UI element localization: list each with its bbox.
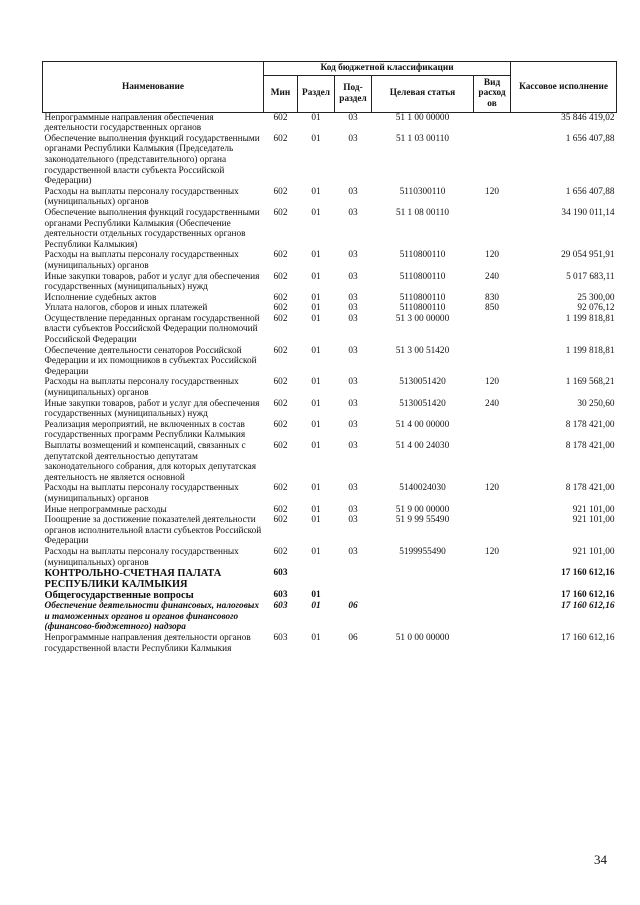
cell-subsection: 03 (348, 112, 358, 123)
cell-exp-type: 120 (485, 377, 499, 388)
cell-target: 51 4 00 24030 (395, 441, 450, 451)
cell-name: Обеспечение выполнения функций государственными органами Республики Калмыкия (Председатель законодательного (представительного) органа государственной власти субъекта Российской Федерации) (44, 133, 260, 187)
cell-subsection (335, 568, 372, 590)
table-row (43, 272, 617, 293)
cell-target (372, 568, 474, 590)
cell-exp-type (474, 208, 511, 250)
cell-name: Расходы на выплаты персоналу государственных (муниципальных) органов (44, 483, 239, 504)
cell-min: 602 (273, 207, 288, 218)
cell-min: 602 (273, 292, 288, 303)
table-row (43, 568, 617, 590)
cell-name: Расходы на выплаты персоналу государственных (муниципальных) органов (44, 377, 239, 399)
cell-subsection: 03 (348, 504, 358, 515)
cell-amount: 8 178 421,00 (565, 441, 615, 451)
cell-exp-type: 120 (485, 186, 499, 197)
table-row (43, 505, 617, 516)
cell-target: 5199955490 (399, 546, 446, 557)
cell-amount: 1 199 818,81 (565, 313, 615, 324)
cell-min: 602 (273, 250, 288, 261)
cell-section: 01 (311, 419, 321, 430)
cell-subsection (335, 590, 372, 601)
cell-exp-type: 120 (485, 546, 499, 557)
table-body (43, 112, 617, 654)
cell-target: 51 1 00 00000 (395, 112, 450, 123)
cell-subsection: 03 (348, 271, 358, 282)
cell-amount: 17 160 612,16 (561, 601, 615, 612)
table-row (43, 112, 617, 134)
cell-section: 01 (311, 601, 321, 612)
cell-amount: 1 169 568,21 (565, 377, 615, 388)
cell-exp-type: 120 (485, 483, 499, 494)
cell-exp-type (474, 568, 511, 590)
cell-subsection: 03 (348, 419, 358, 430)
cell-target: 51 3 00 00000 (395, 313, 450, 324)
cell-target: 5110800110 (399, 303, 446, 314)
cell-min: 602 (273, 377, 288, 388)
cell-subsection: 03 (348, 186, 358, 197)
cell-name: Уплата налогов, сборов и иных платежей (44, 303, 208, 314)
cell-subsection: 03 (348, 377, 358, 388)
cell-section: 01 (311, 303, 321, 314)
cell-target: 5110800110 (399, 292, 446, 303)
cell-name: КОНТРОЛЬНО-СЧЕТНАЯ ПАЛАТА РЕСПУБЛИКИ КАЛМЫКИЯ (44, 568, 222, 591)
table-row (43, 250, 617, 271)
cell-subsection: 03 (348, 133, 358, 144)
cell-target: 5130051420 (399, 398, 446, 409)
cell-amount: 921 101,00 (572, 515, 615, 526)
table-row (43, 134, 617, 187)
cell-name: Реализация мероприятий, не включенных в состав государственных программ Республики Калмыкия (44, 419, 246, 441)
cell-min: 603 (273, 590, 288, 601)
table-row (43, 420, 617, 441)
cell-min: 602 (273, 345, 288, 356)
cell-exp-type (474, 112, 511, 134)
cell-amount: 17 160 612,16 (561, 632, 615, 643)
cell-amount: 17 160 612,16 (561, 568, 615, 579)
cell-name: Выплаты возмещений и компенсаций, связанных с депутатской деятельностью депутатам законодательного собрания, для которых депутатская деятельность не является основной (44, 441, 256, 483)
cell-subsection: 06 (348, 601, 358, 612)
cell-section: 01 (311, 483, 321, 494)
cell-exp-type: 120 (485, 250, 499, 261)
table-row (43, 293, 617, 304)
cell-target: 51 9 99 55490 (395, 515, 450, 526)
cell-amount: 17 160 612,16 (561, 590, 615, 601)
cell-exp-type: 240 (485, 271, 499, 282)
cell-name: Расходы на выплаты персоналу государственных (муниципальных) органов (44, 546, 239, 568)
cell-subsection: 03 (348, 441, 358, 451)
cell-subsection: 03 (348, 483, 358, 494)
cell-exp-type: 240 (485, 398, 499, 409)
header-subsection: Под-раздел (335, 75, 372, 112)
cell-min: 602 (273, 504, 288, 515)
cell-name: Общегосударственные вопросы (44, 590, 194, 602)
cell-target: 51 0 00 00000 (395, 632, 450, 643)
cell-section: 01 (311, 271, 321, 282)
cell-exp-type (474, 314, 511, 346)
cell-min: 602 (273, 398, 288, 409)
cell-amount: 921 101,00 (572, 546, 615, 557)
cell-subsection: 03 (348, 250, 358, 261)
cell-subsection: 03 (348, 313, 358, 324)
cell-name: Обеспечение выполнения функций государственными органами Республики Калмыкия (Обеспечение деятельности отдельных государственных органов Республики Калмыкия) (44, 207, 260, 250)
table-row (43, 601, 617, 633)
cell-section: 01 (311, 345, 321, 356)
table-row (43, 515, 617, 547)
cell-exp-type (474, 441, 511, 483)
table-row (43, 377, 617, 398)
cell-min: 602 (273, 546, 288, 557)
cell-subsection: 06 (348, 632, 358, 643)
cell-section: 01 (311, 292, 321, 303)
cell-target: 51 1 08 00110 (395, 207, 450, 218)
table-row (43, 441, 617, 483)
cell-min: 603 (273, 601, 288, 612)
cell-target: 5140024030 (399, 483, 446, 494)
cell-section: 01 (311, 112, 321, 123)
cell-amount: 92 076,12 (577, 303, 615, 314)
cell-amount: 8 178 421,00 (565, 419, 615, 430)
table-row (43, 346, 617, 378)
cell-min: 602 (273, 515, 288, 526)
table-row (43, 208, 617, 250)
cell-section: 01 (311, 250, 321, 261)
cell-name: Обеспечение деятельности сенаторов Российской Федерации и их помощников в субъектах Российской Федерации (44, 345, 257, 377)
cell-target: 51 4 00 00000 (395, 419, 450, 430)
cell-amount: 29 054 951,91 (561, 250, 615, 261)
cell-min: 602 (273, 186, 288, 197)
cell-min: 602 (273, 133, 288, 144)
cell-exp-type (474, 590, 511, 601)
cell-target (372, 601, 474, 633)
cell-name: Иные закупки товаров, работ и услуг для обеспечения государственных (муниципальных) нужд (44, 271, 260, 293)
cell-name: Осуществление переданных органам государственной власти субъектов Российской Федерации полномочий Российской Федерации (44, 313, 260, 346)
cell-name: Расходы на выплаты персоналу государственных (муниципальных) органов (44, 186, 239, 208)
cell-name: Расходы на выплаты персоналу государственных (муниципальных) органов (44, 250, 239, 271)
table-row (43, 187, 617, 208)
cell-min: 602 (273, 441, 288, 451)
cell-amount: 35 846 419,02 (561, 112, 615, 123)
cell-exp-type (474, 633, 511, 654)
cell-min: 602 (273, 303, 288, 314)
cell-exp-type (474, 505, 511, 516)
cell-subsection: 03 (348, 303, 358, 314)
table-row (43, 399, 617, 420)
cell-section: 01 (311, 504, 321, 515)
table-row (43, 633, 617, 654)
cell-section: 01 (311, 133, 321, 144)
cell-target: 5130051420 (399, 377, 446, 388)
cell-section: 01 (311, 377, 321, 388)
cell-min: 603 (273, 568, 288, 579)
cell-exp-type: 830 (485, 292, 499, 303)
cell-amount: 921 101,00 (572, 504, 615, 515)
cell-target (372, 590, 474, 601)
cell-amount: 1 199 818,81 (565, 345, 615, 356)
cell-min: 603 (273, 632, 288, 643)
table-header (43, 62, 617, 113)
cell-name: Поощрение за достижение показателей деятельности органов исполнительной власти субъектов Российской Федерации (44, 515, 262, 547)
cell-min: 602 (273, 313, 288, 324)
cell-name: Обеспечение деятельности финансовых, налоговых и таможенных органов и органов финансового (финансово-бюджетного) надзора (44, 601, 259, 633)
cell-min: 602 (273, 419, 288, 430)
cell-target: 51 1 03 00110 (395, 133, 450, 144)
cell-exp-type (474, 346, 511, 378)
cell-section: 01 (311, 546, 321, 557)
cell-section: 01 (311, 441, 321, 451)
header-target: Целевая статья (372, 75, 474, 112)
cell-target: 5110300110 (399, 186, 446, 197)
header-exp-type: Вид расход ов (474, 75, 511, 112)
cell-exp-type (474, 420, 511, 441)
cell-amount: 30 250,60 (577, 398, 615, 409)
cell-subsection: 03 (348, 207, 358, 218)
cell-subsection: 03 (348, 515, 358, 526)
cell-amount: 34 190 011,14 (561, 207, 615, 218)
header-code-group: Код бюджетной классификации (264, 62, 511, 76)
cell-section: 01 (311, 313, 321, 324)
cell-section: 01 (311, 207, 321, 218)
budget-table (42, 61, 617, 654)
cell-target: 51 9 00 00000 (395, 504, 450, 515)
cell-exp-type: 850 (485, 303, 499, 314)
cell-name: Иные закупки товаров, работ и услуг для обеспечения государственных (муниципальных) нужд (44, 398, 260, 420)
table-row (43, 314, 617, 346)
cell-min: 602 (273, 112, 288, 123)
header-name: Наименование (43, 62, 264, 113)
cell-min: 602 (273, 271, 288, 282)
cell-subsection: 03 (348, 292, 358, 303)
cell-target: 51 3 00 51420 (395, 345, 450, 356)
cell-target: 5110800110 (399, 271, 446, 282)
cell-name: Непрограммные направления деятельности органов государственной власти Республики Калмыкия (44, 632, 251, 654)
cell-subsection: 03 (348, 546, 358, 557)
cell-name: Иные непрограммные расходы (44, 504, 167, 515)
cell-section: 01 (311, 590, 321, 601)
table-row (43, 547, 617, 568)
table-row (43, 483, 617, 504)
header-section: Раздел (298, 75, 335, 112)
cell-section: 01 (311, 398, 321, 409)
cell-exp-type (474, 515, 511, 547)
cell-min: 602 (273, 483, 288, 494)
cell-target: 5110800110 (399, 250, 446, 261)
cell-amount: 1 656 407,88 (565, 133, 615, 144)
table-row (43, 303, 617, 314)
cell-name: Исполнение судебных актов (44, 292, 157, 303)
cell-amount: 5 017 683,11 (566, 271, 615, 282)
table-row (43, 590, 617, 601)
cell-subsection: 03 (348, 398, 358, 409)
cell-exp-type (474, 134, 511, 187)
cell-amount: 1 656 407,88 (565, 186, 615, 197)
cell-section (298, 568, 335, 590)
page-number: 34 (594, 852, 607, 867)
cell-amount: 25 300,00 (577, 292, 615, 303)
cell-section: 01 (311, 515, 321, 526)
header-amount: Кассовое исполнение (511, 62, 617, 113)
cell-name: Непрограммные направления обеспечения деятельности государственных органов (44, 112, 214, 134)
cell-amount: 8 178 421,00 (565, 483, 615, 494)
cell-exp-type (474, 601, 511, 633)
cell-section: 01 (311, 186, 321, 197)
header-min: Мин (264, 75, 298, 112)
cell-section: 01 (311, 632, 321, 643)
cell-subsection: 03 (348, 345, 358, 356)
